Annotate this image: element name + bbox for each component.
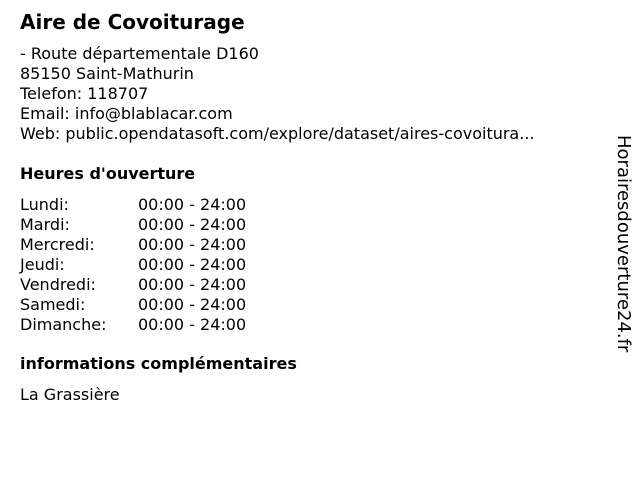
- time-range: 00:00 - 24:00: [138, 195, 247, 214]
- place-title: Aire de Covoiturage: [20, 10, 245, 34]
- brand-watermark: Horairesdouverture24.fr: [613, 135, 634, 353]
- hours-row-tuesday: [20, 215, 246, 235]
- street-address: - Route départementale D160: [20, 44, 259, 63]
- time-range: 00:00 - 24:00: [138, 315, 247, 334]
- hours-row-saturday: [20, 295, 246, 315]
- day-label: Mercredi:: [20, 235, 95, 254]
- phone-number: Telefon: 118707: [20, 84, 149, 103]
- day-label: Lundi:: [20, 195, 69, 214]
- time-range: 00:00 - 24:00: [138, 215, 247, 234]
- hours-row-sunday: [20, 315, 246, 335]
- day-label: Samedi:: [20, 295, 86, 314]
- additional-info-text: La Grassière: [20, 385, 120, 404]
- hours-row-wednesday: [20, 235, 246, 255]
- address-block: [20, 44, 535, 144]
- opening-hours-heading: Heures d'ouverture: [20, 164, 196, 183]
- additional-info-heading: informations complémentaires: [20, 354, 297, 373]
- hours-row-monday: [20, 195, 246, 215]
- time-range: 00:00 - 24:00: [138, 255, 247, 274]
- hours-row-friday: [20, 275, 246, 295]
- day-label: Jeudi:: [20, 255, 65, 274]
- day-label: Vendredi:: [20, 275, 96, 294]
- time-range: 00:00 - 24:00: [138, 275, 247, 294]
- city-address: 85150 Saint-Mathurin: [20, 64, 194, 83]
- email-address: Email: info@blablacar.com: [20, 104, 233, 123]
- time-range: 00:00 - 24:00: [138, 295, 247, 314]
- day-label: Mardi:: [20, 215, 70, 234]
- time-range: 00:00 - 24:00: [138, 235, 247, 254]
- website-url: Web: public.opendatasoft.com/explore/dataset/aires-covoitura...: [20, 124, 535, 143]
- hours-row-thursday: [20, 255, 246, 275]
- day-label: Dimanche:: [20, 315, 107, 334]
- opening-hours-table: [20, 195, 246, 335]
